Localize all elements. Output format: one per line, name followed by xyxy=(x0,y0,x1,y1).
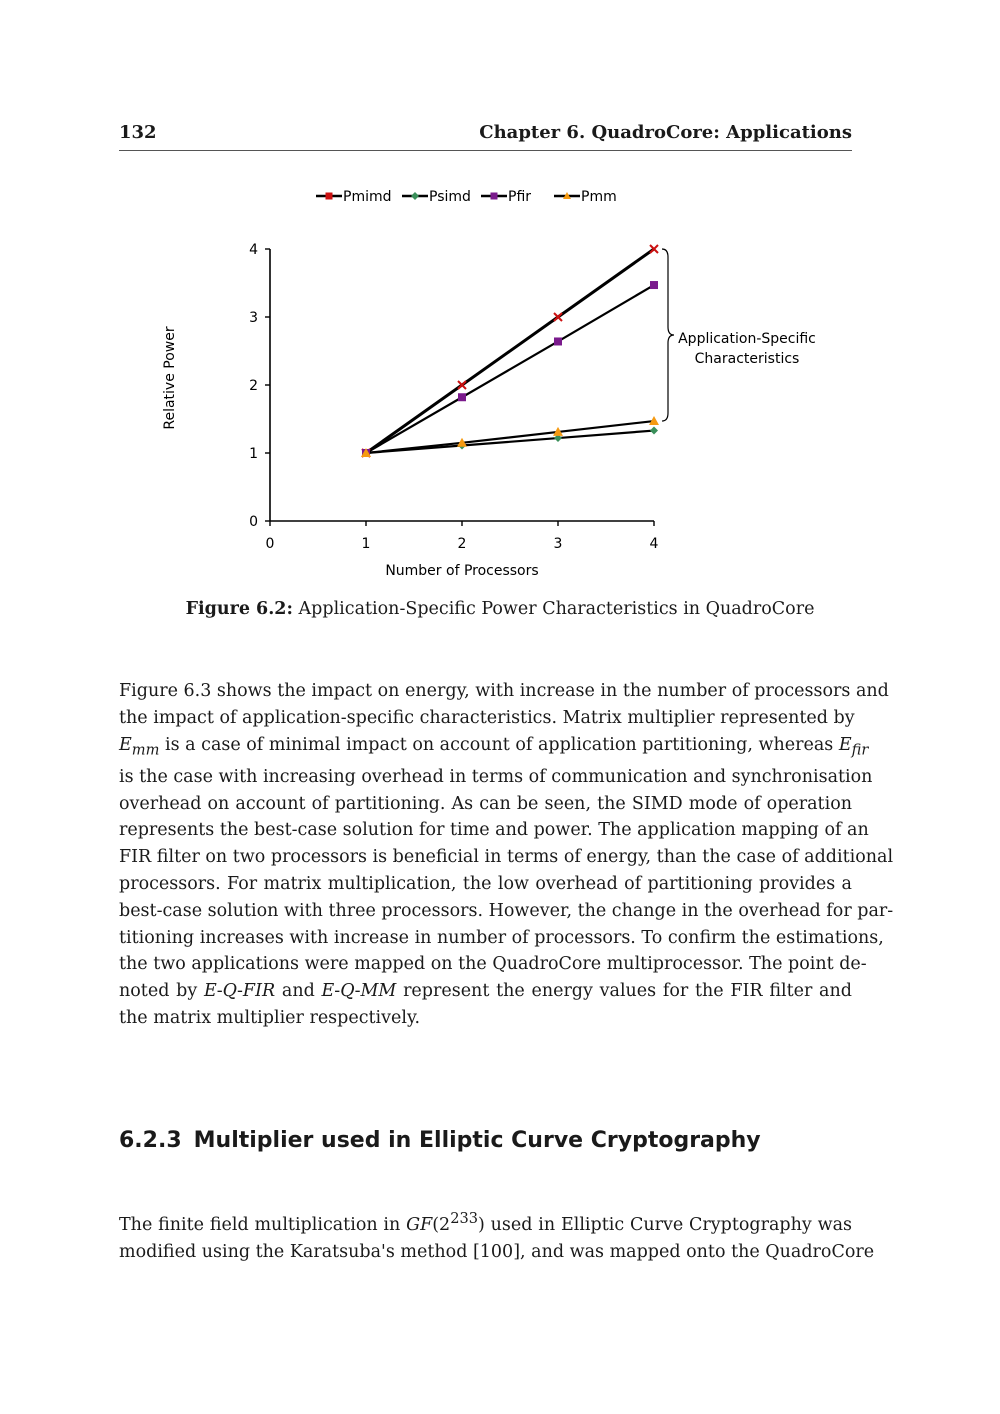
paragraph-line: the two applications were mapped on the QuadroCore multiprocessor. The point de- xyxy=(119,954,867,975)
chapter-title: Chapter 6. QuadroCore: Applications xyxy=(479,122,852,143)
y-tick-label: 3 xyxy=(249,310,258,326)
section-number: 6.2.3 xyxy=(119,1128,182,1153)
page-number: 132 xyxy=(119,122,157,143)
x-tick-label: 1 xyxy=(361,536,371,552)
series-line-pfir xyxy=(366,285,654,453)
figure-label: Figure 6.2: xyxy=(185,599,293,619)
legend-marker-pfir xyxy=(491,193,498,200)
data-point-pfir xyxy=(554,337,562,345)
legend-marker-pmimd xyxy=(326,193,333,200)
data-point-pfir xyxy=(650,281,658,289)
series-line-pmm xyxy=(366,421,654,453)
paragraph-line: modified using the Karatsuba's method [100], and was mapped onto the QuadroCore xyxy=(119,1241,875,1262)
paragraph-line: noted by E-Q-FIR and E-Q-MM represent the energy values for the FIR filter and xyxy=(119,981,852,1002)
data-point-psimd xyxy=(650,427,658,435)
legend-marker-psimd xyxy=(411,192,419,200)
paragraph-line: represents the best-case solution for time and power. The application mapping of an xyxy=(119,820,869,841)
x-tick-label: 2 xyxy=(457,536,467,552)
paragraph-line: the matrix multiplier respectively. xyxy=(119,1008,421,1029)
paragraph-line: The finite field multiplication in $GF(2^{233})$ used in Elliptic Curve Cryptography was xyxy=(119,1210,852,1235)
paragraph-line: $E_{mm}$ is a case of minimal impact on account of application partitioning, whereas $E_{fir}$ xyxy=(119,734,869,759)
chart-legend xyxy=(316,189,617,205)
paragraph-line: Figure 6.3 shows the impact on energy, with increase in the number of processors and xyxy=(119,681,889,701)
series-line-psimd xyxy=(366,431,654,453)
x-tick-label: 4 xyxy=(649,536,659,552)
y-tick-label: 2 xyxy=(249,378,258,394)
annotation-text: Characteristics xyxy=(694,351,800,367)
paragraph-line: titioning increases with increase in number of processors. To confirm the estimations, xyxy=(119,927,884,948)
x-tick-label: 0 xyxy=(265,536,275,552)
data-point-pmimd xyxy=(554,313,562,321)
data-point-pmimd xyxy=(458,381,466,389)
series-line-pmimd xyxy=(366,249,654,453)
paragraph-line: best-case solution with three processors. However, the change in the overhead for par- xyxy=(119,900,894,921)
series-lines xyxy=(366,249,654,453)
paragraph-line: processors. For matrix multiplication, the low overhead of partitioning provides a xyxy=(119,874,852,895)
y-tick-label: 0 xyxy=(249,514,258,530)
figure-caption xyxy=(0,599,1000,619)
body-paragraph-2 xyxy=(119,1206,875,1265)
power-chart xyxy=(0,0,1000,600)
legend-label-pfir: Pfir xyxy=(508,189,532,205)
curly-brace xyxy=(662,249,674,421)
legend-label-pmm: Pmm xyxy=(581,189,617,205)
annotation-text: Application-Specific xyxy=(678,331,816,347)
data-point-pmimd xyxy=(650,245,658,253)
paragraph-line: the impact of application-specific characteristics. Matrix multiplier represented by xyxy=(119,707,855,728)
legend-label-pmimd: Pmimd xyxy=(343,189,392,205)
y-tick-label: 1 xyxy=(249,446,258,462)
chart-annotation xyxy=(662,249,816,421)
y-axis-label: Relative Power xyxy=(162,326,178,430)
section-heading xyxy=(119,1128,761,1153)
legend-label-psimd: Psimd xyxy=(429,189,471,205)
section-title: Multiplier used in Elliptic Curve Cryptography xyxy=(193,1128,761,1153)
figure-caption-text: Application-Specific Power Characteristics in QuadroCore xyxy=(298,599,815,619)
paragraph-line: is the case with increasing overhead in terms of communication and synchronisation xyxy=(119,766,873,787)
data-point-pfir xyxy=(458,393,466,401)
x-axis-label: Number of Processors xyxy=(385,563,539,579)
x-tick-label: 3 xyxy=(553,536,563,552)
body-paragraph-1 xyxy=(119,678,894,1032)
paragraph-line: overhead on account of partitioning. As can be seen, the SIMD mode of operation xyxy=(119,793,852,814)
paragraph-line: FIR filter on two processors is beneficial in terms of energy, than the case of additional xyxy=(119,847,894,868)
y-tick-label: 4 xyxy=(249,242,258,258)
